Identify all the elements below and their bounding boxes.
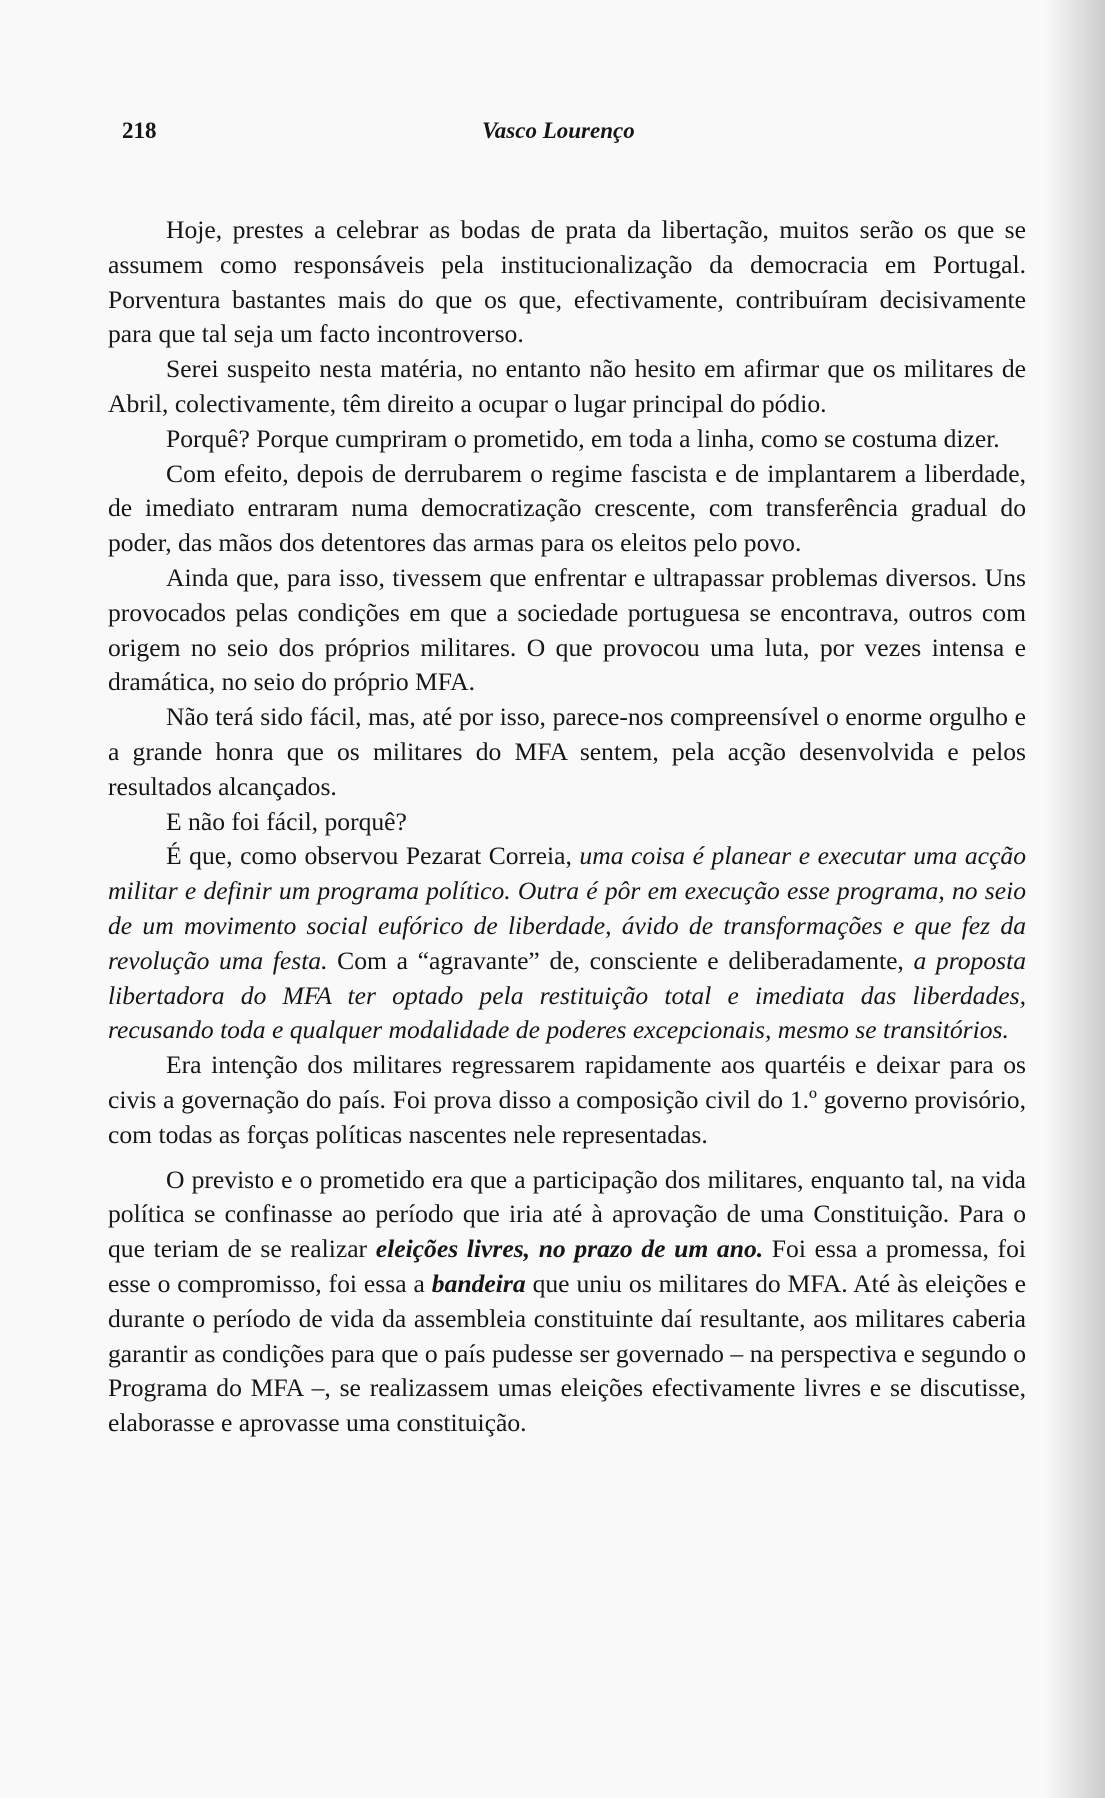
paragraph-emphasis	[108, 1163, 1026, 1441]
emphasized-text: bandeira	[431, 1268, 526, 1298]
emphasized-text: eleições livres, no prazo de um ano.	[375, 1234, 764, 1264]
paragraph: E não foi fácil, porquê?	[166, 806, 407, 836]
paragraph: Era intenção dos militares regressarem rapidamente aos quartéis e deixar para os civis a governação do país. Foi prova disso a composição civil do 1.º governo provisório, com todas as forças políticas nascentes nele representadas.	[108, 1050, 1026, 1149]
page-number: 218	[122, 118, 157, 143]
paragraph: Hoje, prestes a celebrar as bodas de prata da libertação, muitos serão os que se assumem como responsáveis pela institucionalização da democracia em Portugal. Porventura bastantes mais do que os que, efectivamente, contribuíram decisivamente para que tal seja um facto incontroverso.	[108, 215, 1026, 349]
running-head-author: Vasco Lourenço	[482, 118, 635, 143]
paragraph: Com efeito, depois de derrubarem o regime fascista e de implantarem a liberdade, de imediato entraram numa democratização crescente, com transferência gradual do poder, das mãos dos detentores das armas para os eleitos pelo povo.	[108, 458, 1026, 558]
text-run: É que, como observou Pezarat Correia,	[166, 841, 580, 871]
running-head	[122, 118, 985, 148]
paragraph: Não terá sido fácil, mas, até por isso, parece-nos compreensível o enorme orgulho e a grande honra que os militares do MFA sentem, pela acção desenvolvida e pelos resultados alcançados.	[108, 702, 1026, 801]
paragraph: Serei suspeito nesta matéria, no entanto não hesito em afirmar que os militares de Abril, colectivamente, têm direito a ocupar o lugar principal do pódio.	[108, 354, 1026, 418]
quoted-text: uma coisa é planear e executar uma acção militar e definir um programa político. Outra é pôr em execução esse programa, no seio de um movimento social eufórico de liberdade, ávido de transformações e que fez da revolução uma festa.	[108, 841, 1026, 975]
paragraph: Porquê? Porque cumpriram o prometido, em toda a linha, como se costuma dizer.	[166, 423, 1000, 453]
text-run: O previsto e o prometido era que a participação dos militares, enquanto tal, na vida política se confinasse ao período que iria até à aprovação de uma Constituição. Para o que teriam de se realizar	[108, 1164, 1026, 1264]
text-run: Foi essa a promessa, foi esse o compromisso, foi essa a	[108, 1234, 1026, 1298]
body-text	[108, 213, 1026, 1441]
text-run: Com a “agravante” de, consciente e deliberadamente,	[327, 945, 914, 975]
quoted-text: a proposta libertadora do MFA ter optado pela restituição total e imediata das liberdades, recusando toda e qualquer modalidade de poderes excepcionais, mesmo se transitórios.	[108, 945, 1026, 1045]
text-run: que uniu os militares do MFA. Até às eleições e durante o período de vida da assembleia constituinte daí resultante, aos militares caberia garantir as condições para que o país pudesse ser governado – na perspectiva e segundo o Programa do MFA –, se realizassem umas eleições efectivamente livres e se discutisse, elaborasse e aprovasse uma constituição.	[108, 1268, 1026, 1438]
paragraph: Ainda que, para isso, tivessem que enfrentar e ultrapassar problemas diversos. Uns provocados pelas condições em que a sociedade portuguesa se encontrava, outros com origem no seio dos próprios militares. O que provocou uma luta, por vezes intensa e dramática, no seio do próprio MFA.	[108, 562, 1026, 697]
paragraph-quotation	[108, 839, 1026, 1048]
